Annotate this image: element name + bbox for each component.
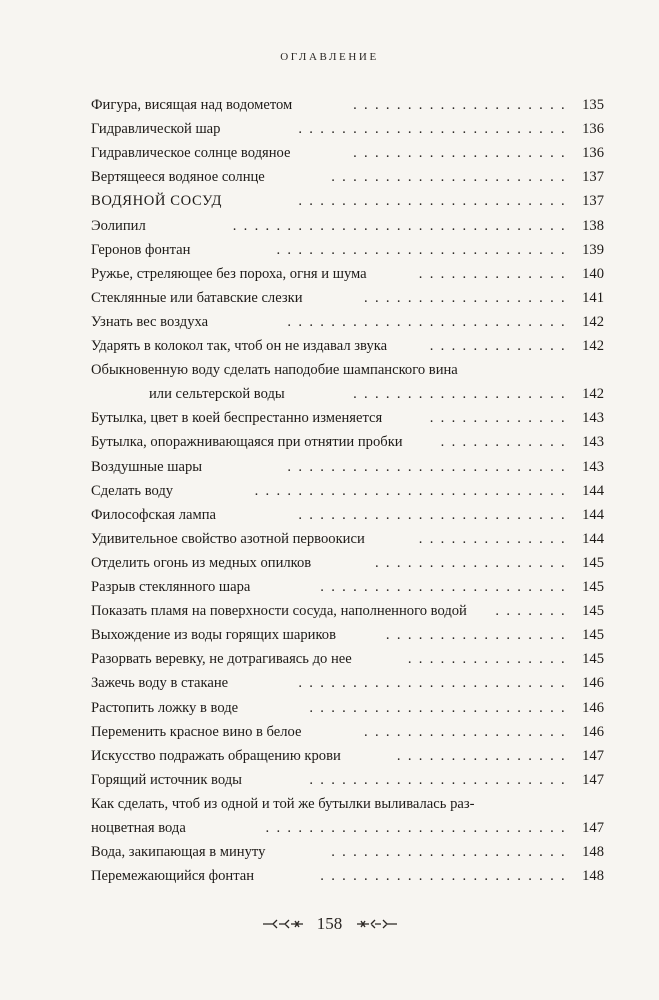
toc-page-number: 142 bbox=[582, 386, 604, 403]
toc-page-number: 145 bbox=[582, 627, 604, 644]
toc-page-number: 148 bbox=[582, 844, 604, 861]
toc-page-number: 144 bbox=[582, 482, 604, 499]
toc-entry-title: Показать пламя на поверхности сосуда, наполненного водой bbox=[91, 603, 467, 620]
toc-entry-title: Философская лампа bbox=[91, 506, 216, 523]
toc-page-number: 135 bbox=[582, 97, 604, 113]
toc-entry[interactable] bbox=[91, 406, 604, 430]
toc-page-number: 143 bbox=[582, 434, 604, 451]
dot-leader: . . . . . . . bbox=[495, 603, 572, 620]
toc-entry-title: Вода, закипающая в минуту bbox=[91, 844, 266, 861]
toc-page-number: 143 bbox=[582, 410, 604, 427]
toc-page-number: 144 bbox=[582, 530, 604, 547]
page-number: 158 bbox=[316, 914, 343, 934]
toc-entry[interactable] bbox=[91, 141, 604, 165]
toc-entry[interactable] bbox=[91, 503, 604, 527]
toc-entry-title: Как сделать, чтоб из одной и той же бутылки выливалась раз- bbox=[91, 795, 475, 812]
toc-entry-title: Искусство подражать обращению крови bbox=[91, 747, 341, 764]
toc-entry[interactable] bbox=[91, 430, 604, 454]
dot-leader: . . . . . . . . . . . . . . . . . . . . . . . . . bbox=[298, 121, 572, 138]
toc-entry-title: Вертящееся водяное солнце bbox=[91, 169, 265, 186]
toc-entry[interactable] bbox=[91, 165, 604, 189]
toc-page-number: 143 bbox=[582, 458, 604, 475]
toc-entry-title: Ружье, стреляющее без пороха, огня и шума bbox=[91, 265, 367, 282]
toc-entry[interactable] bbox=[91, 334, 604, 358]
toc-page-number: 141 bbox=[582, 289, 604, 306]
toc-entry[interactable] bbox=[91, 816, 604, 840]
toc-page-number: 146 bbox=[582, 723, 604, 740]
toc-page-number: 148 bbox=[582, 868, 604, 885]
toc-entry[interactable] bbox=[91, 238, 604, 262]
toc-entry-title: Удивительное свойство азотной первоокиси bbox=[91, 530, 365, 547]
dot-leader: . . . . . . . . . . . . bbox=[440, 434, 572, 451]
dot-leader: . . . . . . . . . . . . . . . . . . . . . . . . . . . bbox=[276, 241, 572, 258]
dot-leader: . . . . . . . . . . . . . . . . . . . . . . . . bbox=[309, 699, 572, 716]
dot-leader: . . . . . . . . . . . . . . . . . . . . bbox=[353, 97, 572, 113]
toc-entry[interactable] bbox=[91, 720, 604, 744]
toc-entry-title: Гидравлическое солнце водяное bbox=[91, 145, 291, 162]
toc-entry-title: Бутылка, цвет в коей беспрестанно изменяется bbox=[91, 410, 383, 427]
toc-entry[interactable] bbox=[91, 768, 604, 792]
dot-leader: . . . . . . . . . . . . . . . . . . . . . . . . . . bbox=[287, 313, 572, 330]
toc-entry-title: Разрыв стеклянного шара bbox=[91, 579, 251, 595]
dot-leader: . . . . . . . . . . . . . . . . . . . bbox=[364, 289, 572, 306]
toc-entry[interactable] bbox=[91, 575, 604, 599]
toc-entry-title: Стеклянные или батавские слезки bbox=[91, 289, 303, 306]
dot-leader: . . . . . . . . . . . . . . . . . . . . . . . . . bbox=[298, 506, 572, 523]
toc-entry[interactable] bbox=[91, 455, 604, 479]
dot-leader: . . . . . . . . . . . . . . . . . . . . . . . bbox=[320, 579, 572, 595]
toc-entry[interactable] bbox=[91, 214, 604, 238]
toc-page-number: 138 bbox=[582, 217, 604, 234]
toc-page-number: 144 bbox=[582, 506, 604, 523]
dot-leader: . . . . . . . . . . . . . . . . . . . . . . . . . bbox=[298, 193, 572, 210]
toc-page-number: 136 bbox=[582, 121, 604, 138]
running-header: ОГЛАВЛЕНИЕ bbox=[280, 51, 379, 63]
toc-entry-title: Фигура, висящая над водометом bbox=[91, 97, 293, 113]
toc-page-number: 147 bbox=[582, 820, 604, 836]
dot-leader: . . . . . . . . . . . . . . . . . . . . . . . bbox=[320, 868, 572, 885]
dot-leader: . . . . . . . . . . . . . . . . . . . . bbox=[353, 386, 572, 403]
toc-entry-title: Отделить огонь из медных опилков bbox=[91, 554, 312, 571]
toc-entry[interactable] bbox=[91, 117, 604, 141]
toc-page-number: 136 bbox=[582, 145, 604, 162]
dot-leader: . . . . . . . . . . . . . . bbox=[418, 265, 572, 282]
toc-entry-title: Ударять в колокол так, чтоб он не издавал звука bbox=[91, 338, 388, 354]
toc-entry-title: Сделать воду bbox=[91, 482, 174, 499]
toc-entry[interactable] bbox=[91, 262, 604, 286]
toc-entry-title-continued: ноцветная вода bbox=[91, 820, 186, 836]
dot-leader: . . . . . . . . . . . . . . . . . . . bbox=[364, 723, 572, 740]
right-ornament-icon bbox=[355, 917, 399, 931]
toc-entry[interactable] bbox=[91, 310, 604, 334]
toc-entry-title: Бутылка, опоражнивающаяся при отнятии пробки bbox=[91, 434, 403, 451]
dot-leader: . . . . . . . . . . . . . . bbox=[418, 530, 572, 547]
toc-entry[interactable] bbox=[91, 527, 604, 551]
toc-entry-title: Геронов фонтан bbox=[91, 241, 191, 258]
toc-entry[interactable] bbox=[91, 864, 604, 888]
toc-entry-title: Узнать вес воздуха bbox=[91, 313, 209, 330]
dot-leader: . . . . . . . . . . . . . . . . . . . . . . . . . bbox=[298, 675, 572, 692]
dot-leader: . . . . . . . . . . . . . . . . . . . . . . . . . . . . . bbox=[254, 482, 572, 499]
dot-leader: . . . . . . . . . . . . . . . . . . . . bbox=[353, 145, 572, 162]
toc-page-number: 145 bbox=[582, 579, 604, 595]
toc-entry-title: Переменить красное вино в белое bbox=[91, 723, 302, 740]
toc-entry[interactable] bbox=[91, 599, 604, 623]
toc-entry-title: Разорвать веревку, не дотрагиваясь до нее bbox=[91, 651, 352, 668]
toc-entry-title: Воздушные шары bbox=[91, 458, 203, 475]
dot-leader: . . . . . . . . . . . . . . . . . bbox=[385, 627, 572, 644]
toc-entry[interactable] bbox=[91, 382, 604, 406]
toc-page-number: 142 bbox=[582, 313, 604, 330]
toc-entry-title: Выхождение из воды горящих шариков bbox=[91, 627, 336, 644]
dot-leader: . . . . . . . . . . . . . bbox=[429, 338, 572, 354]
toc-entry[interactable] bbox=[91, 286, 604, 310]
toc-page-number: 137 bbox=[582, 169, 604, 186]
toc-entry[interactable] bbox=[91, 189, 604, 213]
toc-entry-title-continued: или сельтерской воды bbox=[149, 386, 285, 403]
toc-entry-title: Обыкновенную воду сделать наподобие шампанского вина bbox=[91, 362, 458, 379]
toc-page-number: 142 bbox=[582, 338, 604, 354]
toc-entry-line bbox=[91, 358, 604, 382]
dot-leader: . . . . . . . . . . . . . . . bbox=[407, 651, 572, 668]
toc-entry[interactable] bbox=[91, 696, 604, 720]
toc-page-number: 146 bbox=[582, 699, 604, 716]
toc-entry-title: ВОДЯНОЙ СОСУД bbox=[91, 193, 223, 210]
toc-page-number: 146 bbox=[582, 675, 604, 692]
toc-entry-title: Растопить ложку в воде bbox=[91, 699, 239, 716]
toc-page-number: 139 bbox=[582, 241, 604, 258]
page-footer bbox=[0, 913, 659, 939]
dot-leader: . . . . . . . . . . . . . . . . . . . . . . . . bbox=[309, 771, 572, 788]
toc-entry[interactable] bbox=[91, 671, 604, 695]
toc-page-number: 145 bbox=[582, 603, 604, 620]
toc-page-number: 140 bbox=[582, 265, 604, 282]
dot-leader: . . . . . . . . . . . . . . . . . . . . . . . . . . bbox=[287, 458, 572, 475]
toc-entry[interactable] bbox=[91, 623, 604, 647]
toc-page-number: 137 bbox=[582, 193, 604, 210]
toc-entry[interactable] bbox=[91, 840, 604, 864]
dot-leader: . . . . . . . . . . . . . . . . bbox=[396, 747, 572, 764]
toc-entry-title: Зажечь воду в стакане bbox=[91, 675, 229, 692]
toc-entry[interactable] bbox=[91, 744, 604, 768]
dot-leader: . . . . . . . . . . . . . bbox=[429, 410, 572, 427]
toc-page-number: 147 bbox=[582, 747, 604, 764]
toc-entry-title: Гидравлической шар bbox=[91, 121, 221, 138]
toc-page-number: 145 bbox=[582, 651, 604, 668]
toc-page-number: 147 bbox=[582, 771, 604, 788]
toc-entry-title: Горящий источник воды bbox=[91, 771, 242, 788]
left-ornament-icon bbox=[261, 917, 305, 931]
toc-entry-title: Перемежающийся фонтан bbox=[91, 868, 255, 885]
dot-leader: . . . . . . . . . . . . . . . . . . . . . . bbox=[331, 169, 572, 186]
dot-leader: . . . . . . . . . . . . . . . . . . . . . . bbox=[331, 844, 572, 861]
toc-entry-line bbox=[91, 792, 604, 816]
toc-page-number: 145 bbox=[582, 554, 604, 571]
toc-entry-title: Эолипил bbox=[91, 217, 146, 234]
toc-entry[interactable] bbox=[91, 93, 604, 117]
toc-entry[interactable] bbox=[91, 551, 604, 575]
dot-leader: . . . . . . . . . . . . . . . . . . . . . . . . . . . . bbox=[265, 820, 572, 836]
dot-leader: . . . . . . . . . . . . . . . . . . . . . . . . . . . . . . . bbox=[232, 217, 572, 234]
dot-leader: . . . . . . . . . . . . . . . . . . bbox=[374, 554, 572, 571]
toc-entry[interactable] bbox=[91, 479, 604, 503]
toc-entry[interactable] bbox=[91, 647, 604, 671]
